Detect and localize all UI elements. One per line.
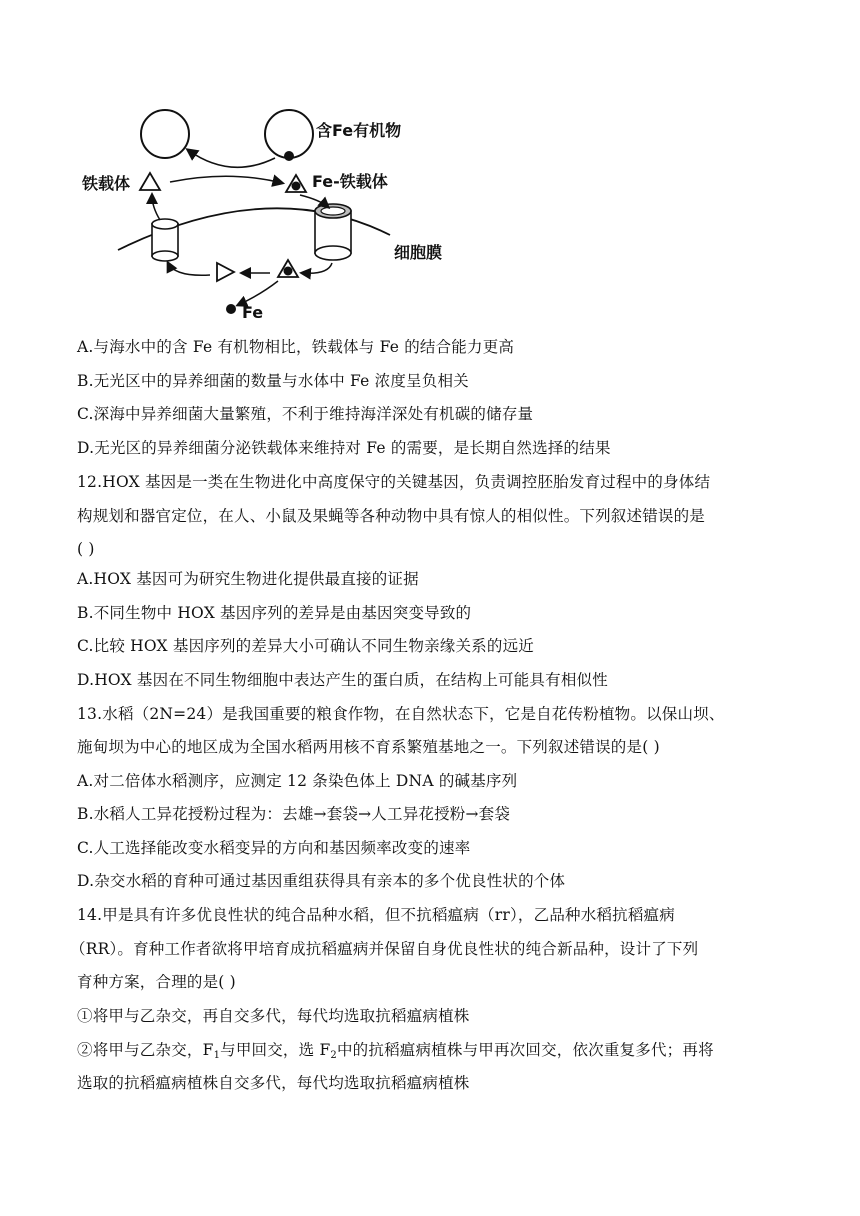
q13-option-c: C.人工选择能改变水稻变异的方向和基因频率改变的速率 — [77, 839, 471, 857]
q12-stem-line3: ( ) — [77, 540, 95, 558]
fe-organic-circle — [265, 110, 313, 158]
fe-dot-carrier — [292, 182, 301, 191]
q14-plan-2-line2: 选取的抗稻瘟病植株自交多代，每代均选取抗稻瘟病植株 — [77, 1074, 470, 1092]
q14-plan-2-sub-2: 2 — [330, 1050, 337, 1061]
q14-plan-2-sub-1: 1 — [213, 1050, 221, 1061]
q14-plan-2-part-a: ②将甲与乙杂交，F — [77, 1041, 214, 1059]
inner-siderophore-triangle-icon — [217, 263, 234, 281]
q12-option-a: A.HOX 基因可为研究生物进化提供最直接的证据 — [77, 570, 419, 588]
fe-dot-top — [284, 151, 294, 161]
q14-plan-2-part-b: 与甲回交，选 F — [220, 1041, 331, 1059]
q13-stem-line2: 施甸坝为中心的地区成为全国水稻两用核不育系繁殖基地之一。下列叙述错误的是( ) — [77, 738, 660, 756]
q11-option-d: D.无光区的异养细菌分泌铁载体来维持对 Fe 的需要，是长期自然选择的结果 — [77, 439, 611, 457]
released-fe-dot — [226, 304, 236, 314]
q12-stem-line2: 构规划和器官定位，在人、小鼠及果蝇等各种动物中具有惊人的相似性。下列叙述错误的是 — [77, 507, 706, 525]
q14-stem-line1: 14.甲是具有许多优良性状的纯合品种水稻，但不抗稻瘟病（rr），乙品种水稻抗稻瘟病 — [77, 906, 675, 924]
q11-option-a: A.与海水中的含 Fe 有机物相比，铁载体与 Fe 的结合能力更高 — [77, 338, 515, 356]
fe-dot-inner — [284, 267, 293, 276]
label-fe-carrier: Fe-铁载体 — [312, 172, 388, 191]
q13-stem-line1: 13.水稻（2N=24）是我国重要的粮食作物，在自然状态下，它是自花传粉植物。以保山坝、 — [77, 705, 725, 723]
label-fe: Fe — [242, 303, 264, 322]
iron-siderophore-diagram — [70, 95, 470, 330]
q13-option-d: D.杂交水稻的育种可通过基因重组获得具有亲本的多个优良性状的个体 — [77, 872, 566, 890]
q14-plan-2-part-c: 中的抗稻瘟病植株与甲再次回交，依次重复多代；再将 — [336, 1041, 714, 1059]
q11-option-b: B.无光区中的异养细菌的数量与水体中 Fe 浓度呈负相关 — [77, 372, 469, 390]
q11-option-c: C.深海中异养细菌大量繁殖，不利于维持海洋深处有机碳的储存量 — [77, 405, 534, 423]
q13-option-a: A.对二倍体水稻测序，应测定 12 条染色体上 DNA 的碱基序列 — [77, 772, 518, 790]
q14-stem-line3: 育种方案，合理的是( ) — [77, 973, 236, 991]
q14-plan-2-line1 — [77, 1040, 797, 1060]
q14-stem-line2: （RR）。育种工作者欲将甲培育成抗稻瘟病并保留自身优良性状的纯合新品种，设计了下列 — [70, 940, 699, 958]
empty-organic-circle — [141, 110, 189, 158]
label-organic: 含Fe有机物 — [316, 121, 402, 140]
label-membrane: 细胞膜 — [394, 243, 443, 262]
q12-option-c: C.比较 HOX 基因序列的差异大小可确认不同生物亲缘关系的远近 — [77, 637, 534, 655]
siderophore-triangle-icon — [140, 173, 160, 190]
q12-option-d: D.HOX 基因在不同生物细胞中表达产生的蛋白质，在结构上可能具有相似性 — [77, 671, 608, 689]
q12-option-b: B.不同生物中 HOX 基因序列的差异是由基因突变导致的 — [77, 604, 472, 622]
label-carrier: 铁载体 — [82, 174, 131, 193]
q14-plan-1: ①将甲与乙杂交，再自交多代，每代均选取抗稻瘟病植株 — [77, 1007, 470, 1025]
q12-stem-line1: 12.HOX 基因是一类在生物进化中高度保守的关键基因，负责调控胚胎发育过程中的身体结 — [77, 473, 711, 491]
q13-option-b: B.水稻人工异花授粉过程为：去雄→套袋→人工异花授粉→套袋 — [77, 805, 511, 823]
right-channel-icon — [315, 204, 351, 260]
left-channel-icon — [152, 219, 178, 261]
